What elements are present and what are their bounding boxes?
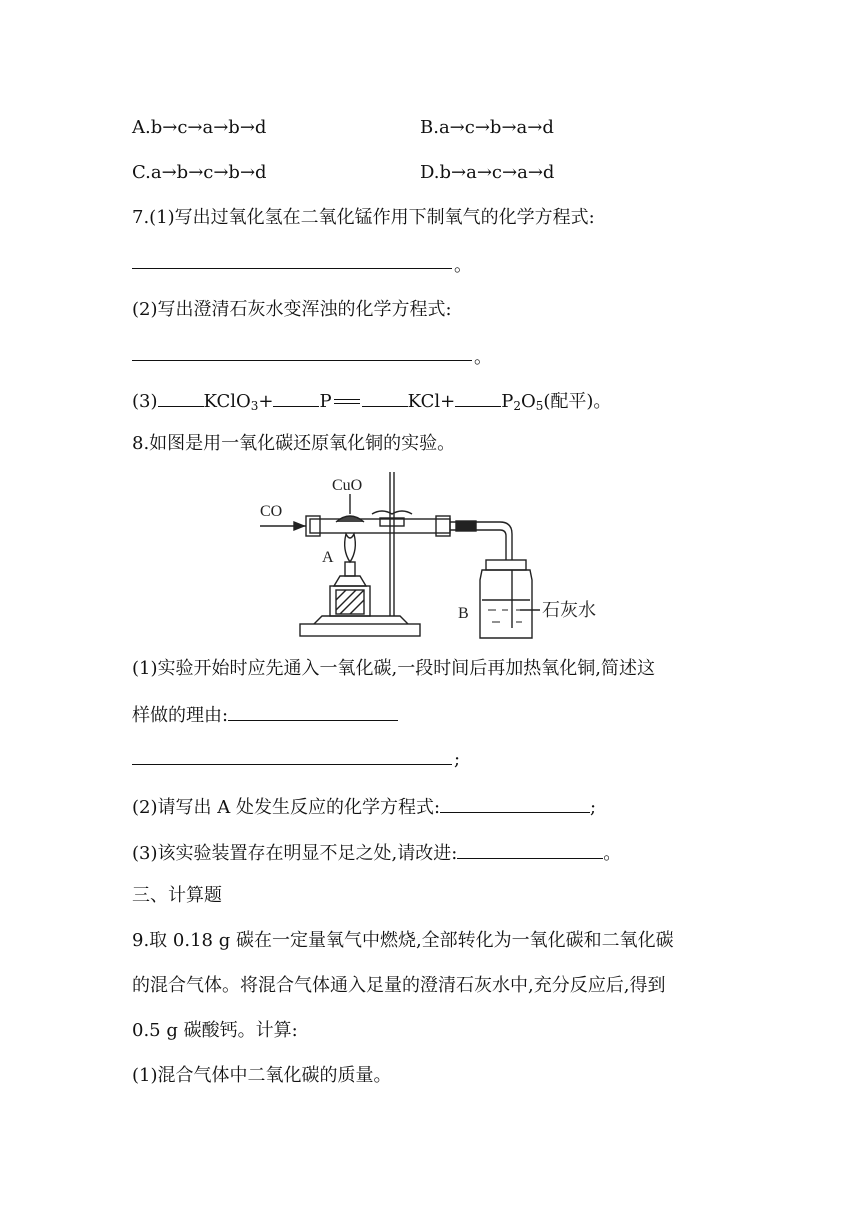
label-limewater: 石灰水 bbox=[542, 600, 596, 620]
q8-p1-line1: (1)实验开始时应先通入一氧化碳,一段时间后再加热氧化铜,简述这 bbox=[132, 658, 655, 679]
q7-part1-end: 。 bbox=[454, 255, 472, 276]
water-dashes bbox=[488, 610, 524, 622]
option-c: C.a→b→c→b→d bbox=[132, 162, 267, 183]
option-a: A.b→c→a→b→d bbox=[132, 117, 267, 138]
kclo3: KClO bbox=[203, 391, 251, 412]
q8-p1-prefix: 样做的理由: bbox=[132, 705, 229, 726]
cuo-powder bbox=[336, 516, 364, 522]
kclo3-sub: 3 bbox=[250, 399, 259, 413]
q8-p1-line2 bbox=[132, 702, 398, 728]
q8-p1-end: ; bbox=[454, 749, 461, 770]
hatched-block bbox=[336, 590, 364, 614]
q8-p1-answer-blank bbox=[228, 702, 398, 721]
q7-part3 bbox=[132, 388, 611, 414]
q8-p3-end: 。 bbox=[603, 843, 622, 864]
q7-part2-answer-blank bbox=[132, 360, 472, 361]
phosphorus: P bbox=[319, 391, 332, 412]
experiment-figure bbox=[250, 470, 610, 646]
p2o5-p: P bbox=[501, 391, 514, 412]
equals-sign bbox=[332, 397, 362, 407]
option-b: B.a→c→b→a→d bbox=[420, 117, 554, 138]
q8-p2-answer-blank bbox=[440, 794, 590, 813]
bottle bbox=[480, 570, 532, 638]
q8-p3 bbox=[132, 840, 621, 866]
coef-blank-1 bbox=[158, 388, 204, 407]
q8-p2-end: ; bbox=[590, 797, 597, 818]
plus-sign: + bbox=[258, 391, 274, 412]
coef-blank-3 bbox=[362, 388, 408, 407]
bottle-stopper bbox=[486, 560, 526, 570]
q9-line1: 9.取 0.18 g 碳在一定量氧气中燃烧,全部转化为一氧化碳和二氧化碳 bbox=[132, 930, 674, 951]
q8-p3-prefix: (3)该实验装置存在明显不足之处,请改进: bbox=[132, 843, 458, 864]
coef-blank-4 bbox=[455, 388, 501, 407]
lamp-wick bbox=[345, 562, 355, 576]
coef-blank-2 bbox=[273, 388, 319, 407]
p2o5-sub1: 2 bbox=[513, 399, 521, 413]
section-heading: 三、计算题 bbox=[132, 885, 222, 906]
q7-part1-answer-blank bbox=[132, 268, 452, 269]
q8-p3-answer-blank bbox=[457, 840, 603, 859]
stand-foot bbox=[314, 616, 408, 624]
q7-part3-end: (配平)。 bbox=[543, 391, 612, 412]
label-cuo: CuO bbox=[332, 477, 363, 494]
q9-line2: 的混合气体。将混合气体通入足量的澄清石灰水中,充分反应后,得到 bbox=[132, 975, 666, 996]
q8-p2 bbox=[132, 794, 596, 820]
q8-p1-answer-blank-2 bbox=[132, 764, 452, 765]
q8-p2-prefix: (2)请写出 A 处发生反应的化学方程式: bbox=[132, 797, 441, 818]
lamp-neck bbox=[334, 576, 366, 586]
q7-part2-end: 。 bbox=[474, 347, 492, 368]
q7-part1: 7.(1)写出过氧化氢在二氧化锰作用下制氧气的化学方程式: bbox=[132, 207, 595, 228]
p2o5-sub2: 5 bbox=[535, 399, 544, 413]
kcl: KCl+ bbox=[407, 391, 456, 412]
label-b: B bbox=[458, 605, 469, 622]
rubber-joint bbox=[456, 521, 476, 531]
q7-part3-prefix: (3) bbox=[132, 391, 158, 412]
stand-base bbox=[300, 624, 420, 636]
flame bbox=[345, 534, 356, 562]
q9-line3: 0.5 g 碳酸钙。计算: bbox=[132, 1020, 298, 1041]
clamp bbox=[372, 511, 412, 514]
q9-part1: (1)混合气体中二氧化碳的质量。 bbox=[132, 1065, 392, 1086]
q8-intro: 8.如图是用一氧化碳还原氧化铜的实验。 bbox=[132, 433, 456, 454]
option-d: D.b→a→c→a→d bbox=[420, 162, 555, 183]
label-a: A bbox=[322, 549, 334, 566]
p2o5-o: O bbox=[520, 391, 536, 412]
label-co: CO bbox=[260, 503, 283, 520]
q7-part2: (2)写出澄清石灰水变浑浊的化学方程式: bbox=[132, 299, 452, 320]
